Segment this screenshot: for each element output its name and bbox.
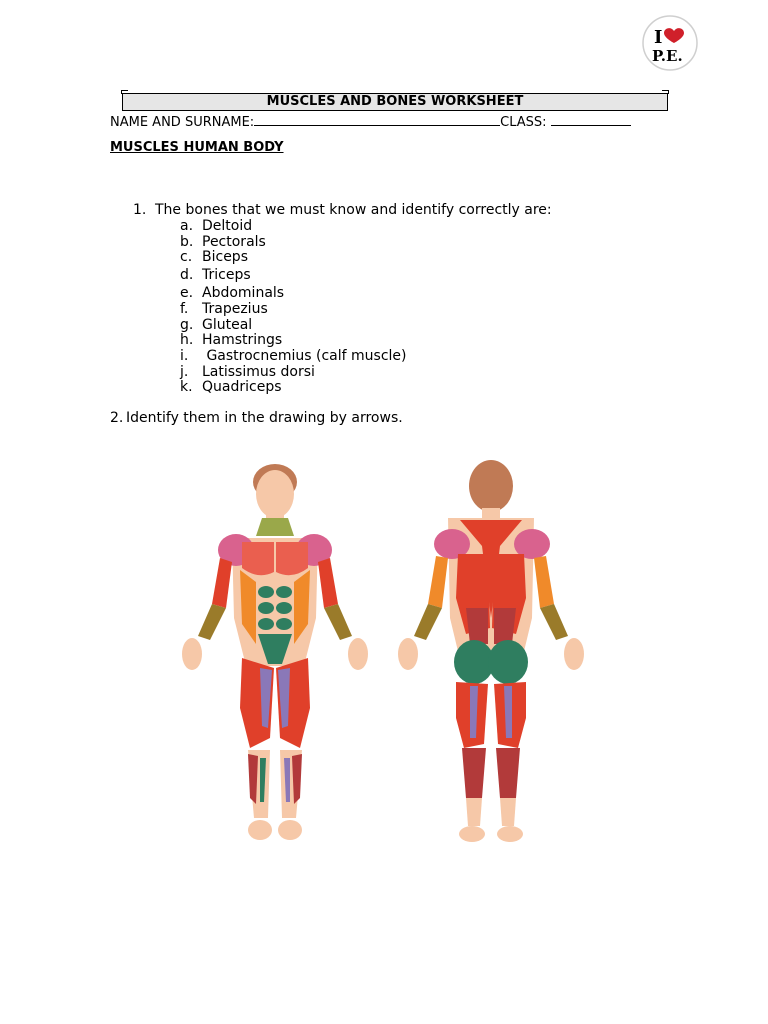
logo-pe: P.E. [652,47,683,65]
name-label: NAME AND SURNAME: [110,115,255,130]
logo-letter-i: I [654,27,663,48]
list-item: f. Trapezius [180,301,268,317]
list-item: b. Pectorals [180,234,266,250]
back-body-figure [398,460,584,842]
class-blank[interactable] [551,113,631,126]
question-1 [133,202,552,218]
name-blank[interactable] [254,113,500,126]
name-class-line [110,113,631,130]
list-item: i. Gastrocnemius (calf muscle) [180,348,407,364]
list-item: j. Latissimus dorsi [180,364,315,380]
list-item: a. Deltoid [180,218,253,234]
worksheet-title: MUSCLES AND BONES WORKSHEET [122,93,668,111]
question-2-number: 2. [110,410,124,426]
list-item: k. Quadriceps [180,379,282,395]
list-item: h. Hamstrings [180,332,283,348]
list-item: g. Gluteal [180,317,253,333]
list-item: d. Triceps [180,267,251,283]
front-body-figure [182,464,368,840]
question-1-text: The bones that we must know and identify correctly are: [155,202,552,218]
i-love-pe-logo [640,15,700,71]
muscle-anatomy-illustration [170,458,600,850]
list-item: e. Abdominals [180,285,285,301]
question-2 [110,410,403,426]
question-1-number: 1. [133,202,147,218]
list-item: c. Biceps [180,249,248,265]
class-label: CLASS: [500,115,547,130]
section-title: MUSCLES HUMAN BODY [110,140,284,155]
question-2-text: Identify them in the drawing by arrows. [126,410,403,426]
